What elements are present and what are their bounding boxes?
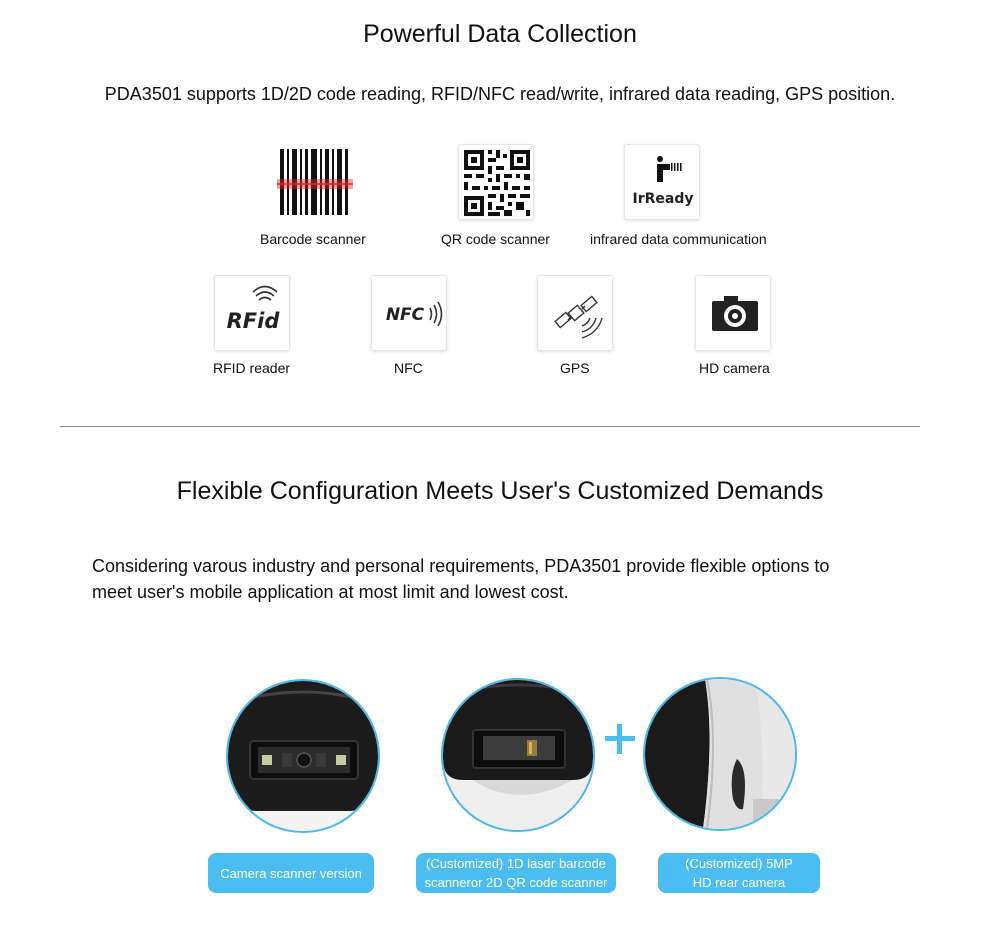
feature-label: Barcode scanner xyxy=(260,231,366,247)
intro-text: PDA3501 supports 1D/2D code reading, RFID/NFC read/write, infrared data reading, GPS position. xyxy=(104,84,896,104)
irready-wordmark: IrReady xyxy=(632,191,694,207)
nfc-icon xyxy=(371,275,447,351)
section-divider xyxy=(60,426,920,427)
section-title-data-collection: Powerful Data Collection xyxy=(363,20,637,48)
laser-scanner-photo xyxy=(441,678,595,832)
feature-label: HD camera xyxy=(699,360,770,376)
gps-satellite-icon xyxy=(537,275,613,351)
option-tag-line: (Customized) 5MP xyxy=(685,856,793,871)
description-line: meet user's mobile application at most limit and lowest cost. xyxy=(92,582,569,602)
option-tag-line: (Customized) 1D laser barcode xyxy=(426,856,606,871)
qr-code-icon xyxy=(458,144,534,220)
rfid-icon xyxy=(214,275,290,351)
description-line: Considering varous industry and personal requirements, PDA3501 provide flexible options to xyxy=(92,556,830,576)
feature-label: QR code scanner xyxy=(441,231,550,247)
option-tag-camera-scanner xyxy=(208,853,374,893)
feature-label: RFID reader xyxy=(213,360,291,376)
section-title-configuration: Flexible Configuration Meets User's Customized Demands xyxy=(176,477,824,505)
option-tag-rear-camera xyxy=(658,853,820,893)
plus-icon xyxy=(603,722,637,756)
camera-scanner-photo xyxy=(226,679,380,833)
barcode-icon xyxy=(277,145,351,219)
option-tag-laser-scanner xyxy=(416,853,616,893)
option-tag-line: scanneror 2D QR code scanner xyxy=(424,875,608,890)
option-tag-line: HD rear camera xyxy=(692,875,786,890)
feature-label: infrared data communication xyxy=(590,231,767,247)
feature-label: GPS xyxy=(560,360,590,376)
irready-icon xyxy=(624,144,700,220)
rear-camera-photo xyxy=(643,677,797,831)
rfid-wordmark: RFid xyxy=(226,309,280,333)
feature-label: NFC xyxy=(394,360,423,376)
option-tag-line: Camera scanner version xyxy=(220,865,362,881)
nfc-wordmark: NFC xyxy=(385,305,425,325)
configuration-description xyxy=(92,553,932,605)
camera-icon xyxy=(695,275,771,351)
